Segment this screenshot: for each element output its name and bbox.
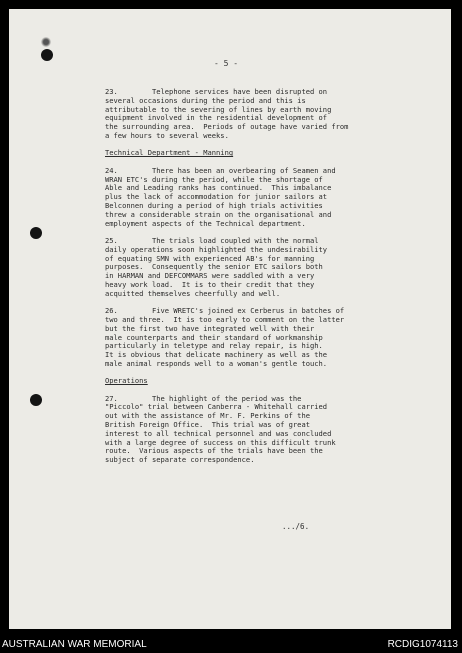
paragraph-line: WRAN ETC's during the period, while the shortage of [105, 174, 323, 184]
punch-hole-middle [30, 227, 42, 239]
document-body [105, 88, 417, 474]
paragraph-line: out with the assistance of Mr. F. Perkins of the [105, 411, 310, 421]
paragraph [105, 167, 417, 229]
paragraph-line: in HARMAN and DEFCOMMARS were saddled with a very [105, 271, 315, 281]
paragraph-line: 26. Five WRETC's joined ex Cerberus in batches of [105, 306, 345, 316]
paragraph-line: 24. There has been an overbearing of Seamen and [105, 165, 336, 175]
archive-footer [0, 629, 462, 653]
archive-reference: RCDIG1074113 [387, 639, 458, 650]
paragraph-line: 27. The highlight of the period was the [105, 393, 302, 403]
paragraph-line: route. Various aspects of the trials have been the [105, 446, 323, 456]
paper-damage-mark [39, 37, 53, 47]
paragraph-line: heavy work load. It is to their credit that they [105, 279, 315, 289]
paragraph-line: equipment involved in the residential development of [105, 113, 328, 123]
document-page [9, 9, 451, 629]
paragraph-line: 25. The trials load coupled with the normal [105, 235, 319, 245]
section-heading: Operations [105, 376, 148, 386]
paragraph-line: male animal responds well to a woman's gentle touch. [105, 358, 328, 368]
page-number: - 5 - [214, 59, 239, 68]
paragraph-line: employment aspects of the Technical department. [105, 218, 306, 228]
paragraph-line: subject of separate correspondence. [105, 455, 255, 465]
paragraph-line: Able and Leading ranks has continued. This imbalance [105, 183, 332, 193]
paragraph [105, 307, 417, 369]
paragraph [105, 395, 417, 465]
paragraph-line: interest to all technical personnel and was concluded [105, 428, 332, 438]
paragraph-line: a few hours to several weeks. [105, 130, 229, 140]
continuation-marker: .../6. [282, 522, 310, 531]
paragraph-line: British Foreign Office. This trial was of great [105, 420, 310, 430]
paragraph-line: particularly in teletype and relay repair, is high. [105, 341, 323, 351]
paragraph-line: purposes. Consequently the senior ETC sailors both [105, 262, 323, 272]
paragraph [105, 88, 417, 141]
paragraph-line: acquitted themselves cheerfully and well. [105, 288, 281, 298]
paragraph-line: with a large degree of success on this difficult trunk [105, 437, 336, 447]
paragraph-line: "Piccolo" trial between Canberra - Whitehall carried [105, 402, 328, 412]
paragraph-line: threw a considerable strain on the organisational and [105, 209, 332, 219]
punch-hole-bottom [30, 394, 42, 406]
paragraph-line: but the first two have integrated well with their [105, 323, 315, 333]
paragraph-line: male counterparts and their standard of workmanship [105, 332, 323, 342]
punch-hole-top [41, 49, 53, 61]
paragraph-line: daily operations soon highlighted the undesirability [105, 244, 328, 254]
paragraph-line: It is obvious that delicate machinery as well as the [105, 350, 328, 360]
archive-institution: AUSTRALIAN WAR MEMORIAL [2, 639, 147, 650]
paragraph-line: of equating SMN with experienced AB's for manning [105, 253, 315, 263]
paragraph [105, 237, 417, 299]
section-heading: Technical Department - Manning [105, 148, 234, 158]
paragraph-line: plus the lack of accommodation for junior sailors at [105, 192, 328, 202]
paragraph-line: 23. Telephone services have been disrupted on [105, 87, 328, 96]
paragraph-line: attributable to the severing of lines by earth moving [105, 104, 332, 114]
paragraph-line: Belconnen during a period of high trials activities [105, 200, 323, 210]
paragraph-line: several occasions during the period and this is [105, 95, 306, 105]
paragraph-line: two and three. It is too early to comment on the latter [105, 314, 345, 324]
paragraph-line: the surrounding area. Periods of outage have varied from [105, 122, 349, 132]
